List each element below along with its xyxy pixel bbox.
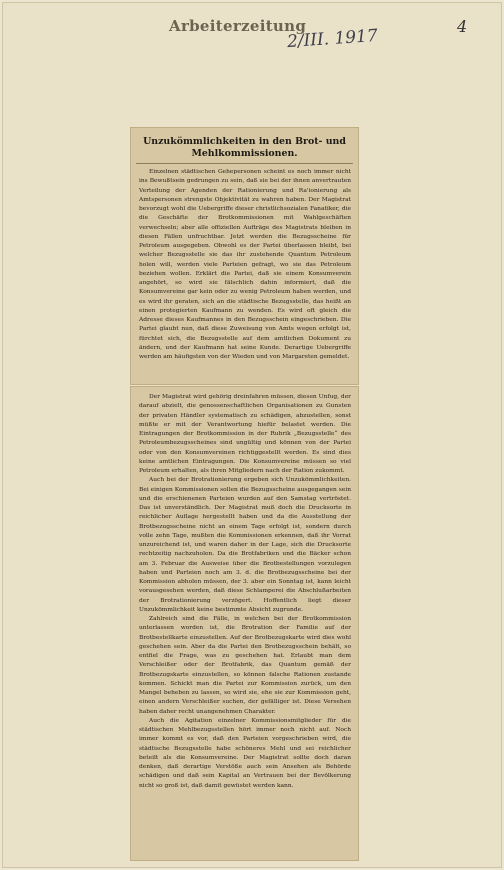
article-paragraph: Einzelnen städtischen Gehepersonen scheint es noch immer nicht ins Bewußtsein gedrungen zu sein, daß sie bei der ihnen anvertrauten Verteilung der Agenden der Rationierung und Ra'ionierung als Amtspersonen strengste Objektivität zu wahren haben. Der Magistrat bevorzugt wohl die Uebergriffe dieser christlichsozialen Fanatiker, die die Geschäfte der Brotkommissionen mit Wahlgeschäften verwechseln; aber alle offiziellen Aufträge des Magistrats bleiben in diesen Fällen unfruchtbar. Jetzt werden die Bezugsscheine für Petroleum ausgegeben. Obwohl es der Partei überlassen bleibt, bei welcher Bezugsstelle sie das ihr zustehende Quantum Petroleum holen will, werden viele Parteien gefragt, wo sie das Petroleum beziehen wollen. Erklärt die Partei, daß sie einem Konsumverein angehört, so wird sie fälschlich dahin informiert, daß die Konsumvereine gar kein oder zu wenig Petroleum haben werden, und es wird ihr geraten, sich an die städtische Bezugsstelle, das heißt an einen protegierten Kaufmann zu wenden. Es wird oft gleich die Adresse dieses Kaufmannes in den Bezugsschein eingeschrieben. Die Partei glaubt nun, daß diese Zuweisung von Amts wegen erfolgt ist, fürchtet sich, die Bezugsstelle auf dem amtlichen Dokument zu ändern, und der Kaufmann hat seine Kunde. Derartige Uebergriffe werden am häufigsten von der Wieden und von Margareten gemeldet. xyxy=(139,169,351,360)
article-paragraph: Auch bei der Brotrationierung ergeben sich Unzukömmlichkeiten. Bei einigen Kommissionen sollen die Bezugsscheine ausgegangen sein und die erschienenen Parteien wurden auf den Samstag vertröstet. Das ist unverständlich. Der Magistrat muß doch die Drucksorte in reichlicher Auflage hergestellt haben und da die Ausstellung der Brotbezugsscheine nicht an einem Tage erfolgt ist, sondern durch volle zehn Tage, mußten die Kommissionen erkennen, daß ihr Vorrat unzureichend ist, und waren daher in der Lage, sich die Drucksorte rechtzeitig nachzuholen. Da die Brotfabriken und die Bäcker schon am 3. Februar die Ausweise über die Brotbestellungen vorzulegen haben und Parteien noch am 3. d. die Brotbezugsscheine bei der Kommission abholen müssen, der 3. aber ein Sonntag ist, kann leicht vorausgesehen werden, daß diese Schlamperei die Abschlußarbeiten der Brotrationierung verzögert. Hoffentlich liegt dieser Unzukömmlichkeit keine bestimmte Absicht zugrunde. xyxy=(139,477,351,613)
article-paragraph: Auch die Agitation einzelner Kommissionsmitglieder für die städtischen Mehlbezugsstellen hört immer noch nicht auf. Noch immer kommt es vor, daß den Parteien vorgeschrieben wird, die städtische Bezugsstelle habe schöneres Mehl und sei reichlicher beteilt als die Konsumvereine. Der Magistrat sollte doch daran denken, daß derartige Verstöße auch sein Ansehen als Behörde schädigen und daß sein Kapital an Vertrauen bei der Bevölkerung nicht so groß ist, daß damit gewüstet werden kann. xyxy=(139,717,351,789)
article-paragraph: Zahlreich sind die Fälle, in welchen bei der Brotkommission unterlassen worden ist, die Brotration der Familie auf der Brotbestellkarte einzustellen. Auf der Brotbezugskarte wird dies wohl geschehen sein. Aber da die Partei den Brotbezugsschein behält, so entfiel die Frage, was zu geschehen hat. Erlaubt man dem Verschleißer oder der Brotfabrik, das Quantum gemäß der Brotbezugskarte einzustellen, so können falsche Rationen zustande kommen. Schickt man die Partei zur Kommission zurück, um den Mangel beheben zu lassen, so wird sie, ehe sie zur Kommission geht, einen andern Verschleißer suchen, der gefälliger ist. Diese Versehen haben daher recht unangenehmen Charakter. xyxy=(139,616,351,715)
newspaper-clipping-bottom xyxy=(130,386,359,861)
article-body-top xyxy=(130,164,359,362)
page-sheet xyxy=(2,2,502,868)
page-number: 4 xyxy=(457,17,468,36)
article-body-bottom xyxy=(130,386,359,791)
article-paragraph: Der Magistrat wird gehörig dreinfahren müssen, diesen Unfug, der darauf abzielt, die genossenschaftlichen Organisationen zu Gunsten der privaten Händler systematisch zu schädigen, abzustellen, sonst müßte er mit der Verantwortung hiefür belastet werden. Die Eintragungen der Brotkommission in der Rubrik „Bezugsstelle“ des Petroleumbezugsscheines sind ungültig und können von der Partei oder von den Konsumvereinen richtiggestellt werden. Es sind dies keine amtlichen Eintragungen. Die Konsumvereine müssen so viel Petroleum erhalten, als ihren Mitgliedern nach der Ration zukommt. xyxy=(139,394,351,474)
newspaper-stamp: Arbeiterzeitung xyxy=(169,17,307,35)
newspaper-clipping-top xyxy=(130,127,359,385)
handwritten-date: 2/III. 1917 xyxy=(286,25,379,53)
article-headline: Unzukömmlichkeiten in den Brot- und Mehlkommissionen. xyxy=(136,127,353,164)
